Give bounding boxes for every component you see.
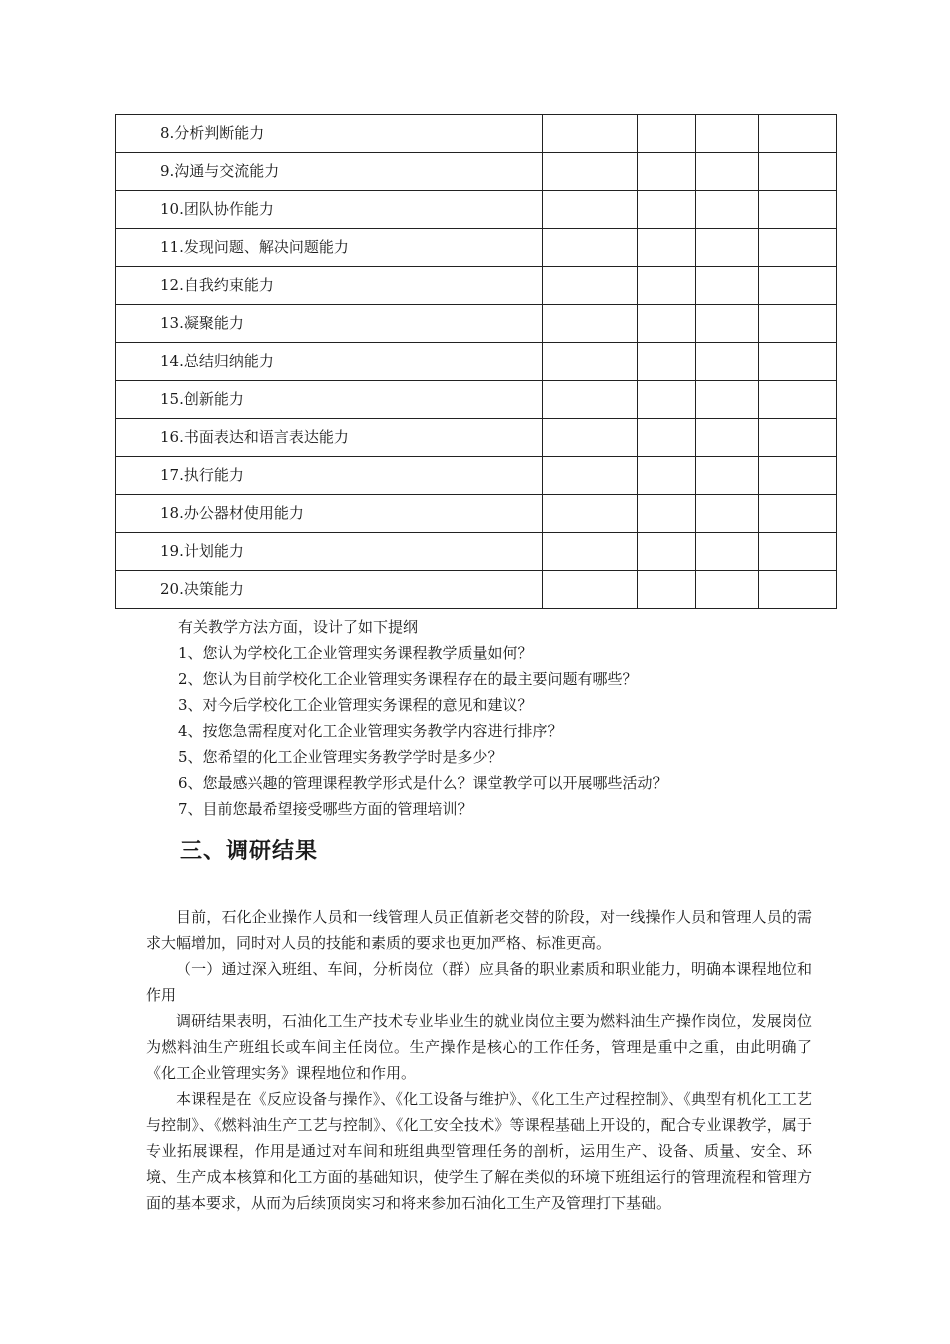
ability-label: 13.凝聚能力 [116, 305, 543, 343]
ability-label: 19.计划能力 [116, 533, 543, 571]
rating-cell [638, 419, 696, 457]
rating-cell [638, 495, 696, 533]
outline-item: 6、您最感兴趣的管理课程教学形式是什么？课堂教学可以开展哪些活动？ [178, 774, 668, 792]
rating-cell [696, 419, 759, 457]
paragraph: （一）通过深入班组、车间，分析岗位（群）应具备的职业素质和职业能力，明确本课程地位和作用 [146, 960, 812, 1004]
rating-cell [759, 267, 837, 305]
rating-cell [759, 533, 837, 571]
ability-label: 17.执行能力 [116, 457, 543, 495]
paragraph: 目前，石化企业操作人员和一线管理人员正值新老交替的阶段，对一线操作人员和管理人员的需求大幅增加，同时对人员的技能和素质的要求也更加严格、标准更高。 [146, 908, 812, 952]
table-row [116, 191, 837, 229]
rating-cell [638, 533, 696, 571]
rating-cell [638, 381, 696, 419]
rating-cell [759, 457, 837, 495]
table-row [116, 153, 837, 191]
rating-cell [638, 229, 696, 267]
rating-cell [543, 153, 638, 191]
survey-table-body [116, 115, 837, 609]
rating-cell [638, 267, 696, 305]
table-row [116, 343, 837, 381]
ability-label: 15.创新能力 [116, 381, 543, 419]
rating-cell [543, 115, 638, 153]
table-row [116, 495, 837, 533]
section-heading: 三、调研结果 [180, 838, 319, 864]
table-row [116, 267, 837, 305]
rating-cell [543, 457, 638, 495]
table-row [116, 571, 837, 609]
teaching-method-outline [178, 614, 668, 822]
paragraph: 调研结果表明，石油化工生产技术专业毕业生的就业岗位主要为燃料油生产操作岗位，发展岗位为燃料油生产班组长或车间主任岗位。生产操作是核心的工作任务，管理是重中之重，由此明确了《化工企业管理实务》课程地位和作用。 [146, 1012, 812, 1082]
rating-cell [696, 229, 759, 267]
rating-cell [543, 495, 638, 533]
rating-cell [759, 419, 837, 457]
outline-intro: 有关教学方法方面，设计了如下提纲 [178, 618, 419, 636]
rating-cell [696, 115, 759, 153]
outline-item: 5、您希望的化工企业管理实务教学学时是多少？ [178, 748, 503, 766]
rating-cell [543, 381, 638, 419]
rating-cell [696, 153, 759, 191]
ability-label: 18.办公器材使用能力 [116, 495, 543, 533]
rating-cell [543, 191, 638, 229]
outline-item: 2、您认为目前学校化工企业管理实务课程存在的最主要问题有哪些？ [178, 670, 638, 688]
rating-cell [638, 115, 696, 153]
rating-cell [638, 305, 696, 343]
rating-cell [759, 495, 837, 533]
rating-cell [759, 343, 837, 381]
rating-cell [543, 571, 638, 609]
rating-cell [696, 457, 759, 495]
rating-cell [638, 571, 696, 609]
table-row [116, 229, 837, 267]
ability-label: 20.决策能力 [116, 571, 543, 609]
outline-item: 7、目前您最希望接受哪些方面的管理培训？ [178, 800, 473, 818]
rating-cell [759, 305, 837, 343]
rating-cell [543, 305, 638, 343]
rating-cell [759, 571, 837, 609]
table-row [116, 381, 837, 419]
table-row [116, 533, 837, 571]
rating-cell [543, 419, 638, 457]
outline-item: 3、对今后学校化工企业管理实务课程的意见和建议？ [178, 696, 533, 714]
outline-item: 4、按您急需程度对化工企业管理实务教学内容进行排序？ [178, 722, 563, 740]
rating-cell [759, 229, 837, 267]
rating-cell [696, 495, 759, 533]
ability-label: 12.自我约束能力 [116, 267, 543, 305]
rating-cell [696, 267, 759, 305]
ability-label: 16.书面表达和语言表达能力 [116, 419, 543, 457]
ability-label: 9.沟通与交流能力 [116, 153, 543, 191]
table-row [116, 115, 837, 153]
rating-cell [759, 381, 837, 419]
table-row [116, 419, 837, 457]
ability-survey-table [115, 114, 837, 609]
rating-cell [696, 571, 759, 609]
ability-label: 10.团队协作能力 [116, 191, 543, 229]
rating-cell [543, 343, 638, 381]
rating-cell [543, 533, 638, 571]
ability-label: 11.发现问题、解决问题能力 [116, 229, 543, 267]
rating-cell [543, 267, 638, 305]
rating-cell [638, 153, 696, 191]
paragraph: 本课程是在《反应设备与操作》、《化工设备与维护》、《化工生产过程控制》、《典型有机化工工艺与控制》、《燃料油生产工艺与控制》、《化工安全技术》等课程基础上开设的，配合专业课教学，属于专业拓展课程，作用是通过对车间和班组典型管理任务的剖析，运用生产、设备、质量、安全、环境、生产成本核算和化工方面的基础知识，使学生了解在类似的环境下班组运行的管理流程和管理方面的基本要求，从而为后续顶岗实习和将来参加石油化工生产及管理打下基础。 [146, 1090, 812, 1212]
rating-cell [759, 191, 837, 229]
rating-cell [696, 191, 759, 229]
rating-cell [638, 191, 696, 229]
ability-label: 8.分析判断能力 [116, 115, 543, 153]
rating-cell [759, 153, 837, 191]
rating-cell [638, 343, 696, 381]
rating-cell [696, 381, 759, 419]
rating-cell [696, 305, 759, 343]
rating-cell [696, 343, 759, 381]
rating-cell [638, 457, 696, 495]
rating-cell [759, 115, 837, 153]
research-results-body [146, 904, 812, 1216]
table-row [116, 457, 837, 495]
outline-item: 1、您认为学校化工企业管理实务课程教学质量如何？ [178, 644, 533, 662]
rating-cell [696, 533, 759, 571]
ability-label: 14.总结归纳能力 [116, 343, 543, 381]
table-row [116, 305, 837, 343]
rating-cell [543, 229, 638, 267]
